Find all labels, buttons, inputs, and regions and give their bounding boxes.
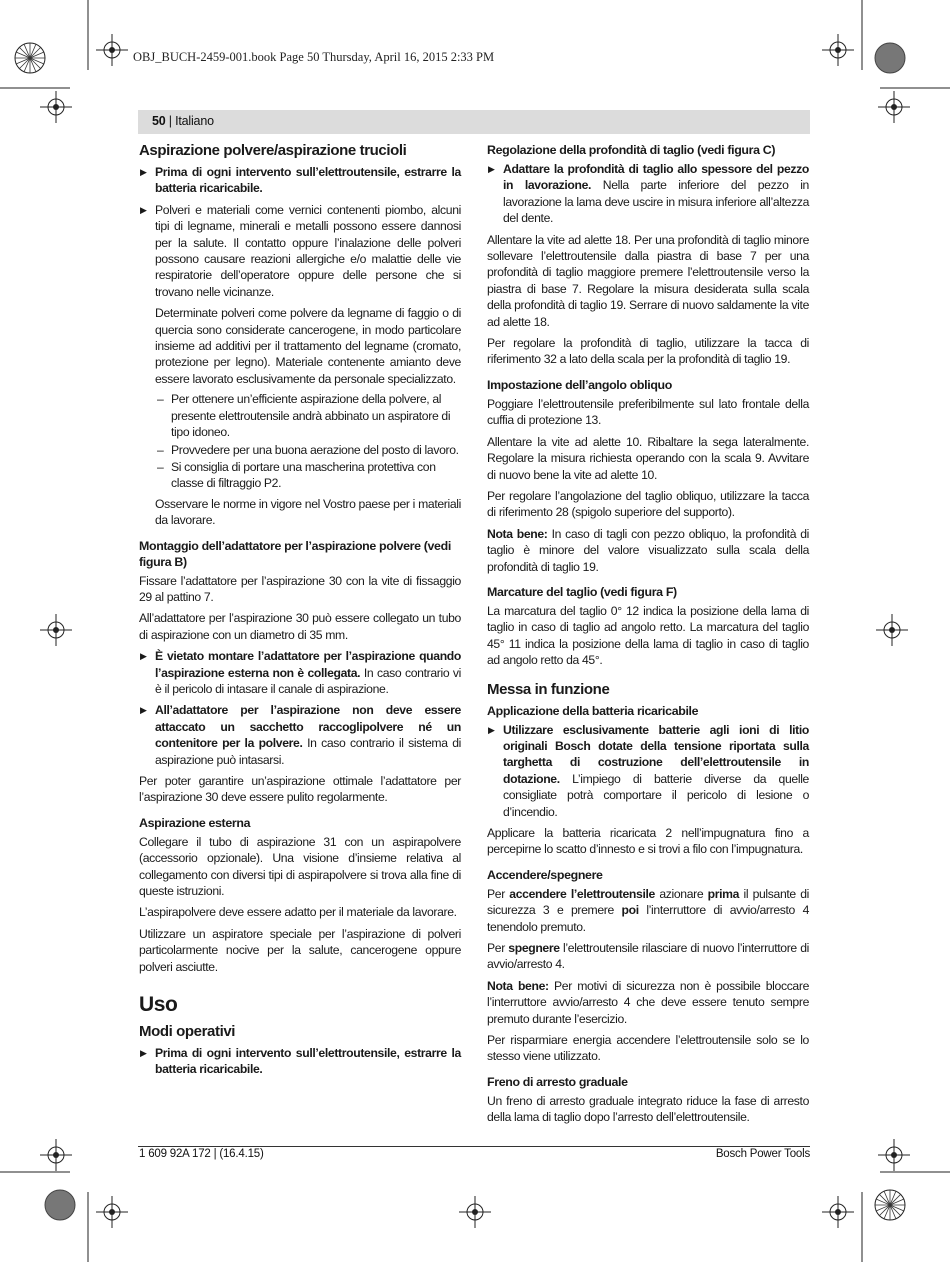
body-paragraph: All’adattatore per l’aspirazione 30 può essere collegato un tubo di aspirazione con un diametro di 35 mm. (139, 611, 461, 642)
heading-obliquo: Impostazione dell’angolo obliquo (487, 377, 672, 392)
body-paragraph: Per accendere l’elettroutensile azionare prima il pulsante di sicurezza 3 e premere poi l’interruttore di avvio/arresto 4 tenendolo premuto. (487, 886, 810, 934)
body-paragraph: Fissare l’adattatore per l’aspirazione 30 con la vite di fissaggio 29 al pattino 7. (139, 573, 461, 604)
body-paragraph: Per risparmiare energia accendere l’elettroutensile solo se lo stesso viene utilizzato. (487, 1033, 809, 1064)
heading-esterna: Aspirazione esterna (139, 815, 251, 830)
heading-applicazione: Applicazione della batteria ricaricabile (487, 703, 699, 718)
body-paragraph: Allentare la vite ad alette 10. Ribaltare la sega lateralmente. Regolare la misura richiesta operando con la scala 9. Avvitare di nuovo bene la vite ad alette 10. (487, 434, 809, 482)
left-column (139, 142, 461, 1083)
page-header-bar (138, 110, 810, 134)
body-paragraph: Allentare la vite ad alette 18. Per una profondità di taglio minore sollevare l’elettroutensile dalla piastra di base 7 per una profondità di taglio maggiore premere l’elettroutensile verso la piastra di base 7. Regolare la misura desiderata sulla scala della profondità di taglio 19. Serrare di nuovo saldamente la vite ad alette 18. (487, 232, 809, 329)
registration-starburst-icon (15, 43, 45, 73)
right-column (487, 142, 809, 1131)
body-paragraph: Osservare le norme in vigore nel Vostro paese per i materiali da lavorare. (155, 496, 461, 528)
registration-starburst-icon (875, 1190, 905, 1220)
body-paragraph: Determinate polveri come polvere da legname di faggio o di quercia sono considerate cancerogene, in modo particolare insieme ad additivi per il trattamento del legname (cromato, protezione per legno). Materiale contenente amianto deve essere lavorato esclusivamente da personale specializzato. (155, 306, 461, 386)
page-language: Italiano (175, 114, 214, 128)
footer-doc-number: 1 609 92A 172 | (16.4.15) (139, 1148, 264, 1160)
note-paragraph: Nota bene: Per motivi di sicurezza non è possibile bloccare l’interruttore avvio/arresto 4 che deve essere tenuto sempre premuto durante l’esercizio. (487, 978, 809, 1026)
body-paragraph: Un freno di arresto graduale integrato riduce la fase di arresto della lama di taglio dopo l’arresto dell’elettroutensile. (487, 1093, 809, 1125)
body-paragraph: Per regolare la profondità di taglio, utilizzare la tacca di riferimento 32 a lato della scala per la profondità di taglio 19. (487, 336, 809, 367)
heading-messa: Messa in funzione (487, 680, 610, 698)
footer-brand: Bosch Power Tools (715, 1148, 810, 1160)
body-paragraph: Applicare la batteria ricaricata 2 nell’impugnatura fino a percepirne lo scatto d’innesto e si trovi a filo con l’impugnatura. (487, 826, 809, 857)
body-paragraph: Per regolare l’angolazione del taglio obliquo, utilizzare la tacca di riferimento 28 (spigolo superiore del supporto). (487, 488, 809, 520)
heading-aspirazione: Aspirazione polvere/aspirazione trucioli (139, 142, 407, 159)
page-header: 50 | Italiano (152, 114, 214, 128)
heading-modi: Modi operativi (139, 1023, 236, 1041)
heading-montaggio: Montaggio dell’adattatore per l’aspirazione polvere (vedi figura B) (139, 538, 451, 569)
warning-bullet: ▶ È vietato montare l’adattatore per l’aspirazione quando l’aspirazione esterna non è collegata. In caso contrario vi è il pericolo di intasare il canale di aspirazione. (139, 648, 461, 697)
warning-bullet: ▶ Adattare la profondità di taglio allo spessore del pezzo in lavorazione. Nella parte inferiore del pezzo in lavorazione la lama deve uscire in misura inferiore all’altezza del dente. (487, 161, 809, 227)
warning-bullet: ▶ All’adattatore per l’aspirazione non deve essere attaccato un sacchetto raccoglipolvere né un contenitore per la polvere. In caso contrario il sistema di aspirazione può intasarsi. (139, 702, 461, 768)
heading-marcature: Marcature del taglio (vedi figura F) (487, 584, 677, 599)
body-paragraph: Utilizzare un aspiratore speciale per l’aspirazione di polveri particolarmente nocive per la salute, cancerogene oppure polveri asciutte. (139, 926, 461, 974)
warning-bullet: ▶ Prima di ogni intervento sull’elettroutensile, estrarre la batteria ricaricabile. (139, 1045, 461, 1078)
registration-disc-icon (45, 1190, 75, 1220)
heading-profondita: Regolazione della profondità di taglio (vedi figura C) (487, 143, 776, 157)
body-paragraph: L’aspirapolvere deve essere adatto per il materiale da lavorare. (139, 905, 457, 920)
warning-bullet: ▶ Prima di ogni intervento sull’elettroutensile, estrarre la batteria ricaricabile. (139, 164, 461, 197)
warning-bullet: ▶ Utilizzare esclusivamente batterie agli ioni di litio originali Bosch dotate della tensione riportata sulla targhetta di costruzione dell’elettroutensile in dotazione. L’impiego di batterie diverse da quelle consigliate potrà comportare il pericolo di lesione o d’incendio. (487, 722, 809, 820)
dash-item: – Provvedere per una buona aerazione del posto di lavoro. (139, 442, 461, 458)
body-paragraph: La marcatura del taglio 0° 12 indica la posizione della lama di taglio in caso di taglio ad angolo retto. La marcatura del taglio 45° 11 indica la posizione della lama di taglio in caso di taglio ad angolo retto da 45°. (487, 603, 809, 668)
body-paragraph: Poggiare l’elettroutensile preferibilmente sul lato frontale della cuffia di protezione 13. (487, 396, 809, 428)
registration-disc-icon (875, 43, 905, 73)
note-paragraph: Nota bene: In caso di tagli con pezzo obliquo, la profondità di taglio è minore del valore visualizzato sulla scala della profondità di taglio 19. (487, 526, 809, 574)
body-paragraph: Per poter garantire un’aspirazione ottimale l’adattatore per l’aspirazione 30 deve essere pulito regolarmente. (139, 774, 461, 805)
heading-freno: Freno di arresto graduale (487, 1074, 628, 1089)
page-number: 50 (152, 114, 166, 128)
dash-item: – Per ottenere un’efficiente aspirazione della polvere, al presente elettroutensile andrà abbinato un aspiratore di tipo idoneo. (139, 391, 461, 440)
book-file-line: OBJ_BUCH-2459-001.book Page 50 Thursday, April 16, 2015 2:33 PM (133, 50, 495, 64)
footer-rule (138, 1146, 810, 1147)
heading-accendere: Accendere/spegnere (487, 867, 603, 882)
body-paragraph: Per spegnere l’elettroutensile rilasciare di nuovo l’interruttore di avvio/arresto 4. (487, 941, 809, 972)
warning-bullet: ▶ Polveri e materiali come vernici contenenti piombo, alcuni tipi di legname, minerali e metalli possono essere dannosi per la salute. Il contatto oppure l’inalazione delle polveri possono causare reazioni allergiche e/o malattie delle vie respiratorie dell’operatore oppure delle persone che si trovano nelle vicinanze. (139, 202, 461, 300)
dash-item: – Si consiglia di portare una mascherina protettiva con classe di filtraggio P2. (139, 459, 461, 492)
section-title-uso: Uso (139, 993, 178, 1017)
body-paragraph: Collegare il tubo di aspirazione 31 con un aspirapolvere (accessorio opzionale). Una visione d’insieme relativa al collegamento con diversi tipi di aspirapolvere si trova alla fine di queste istruzioni. (139, 834, 461, 899)
